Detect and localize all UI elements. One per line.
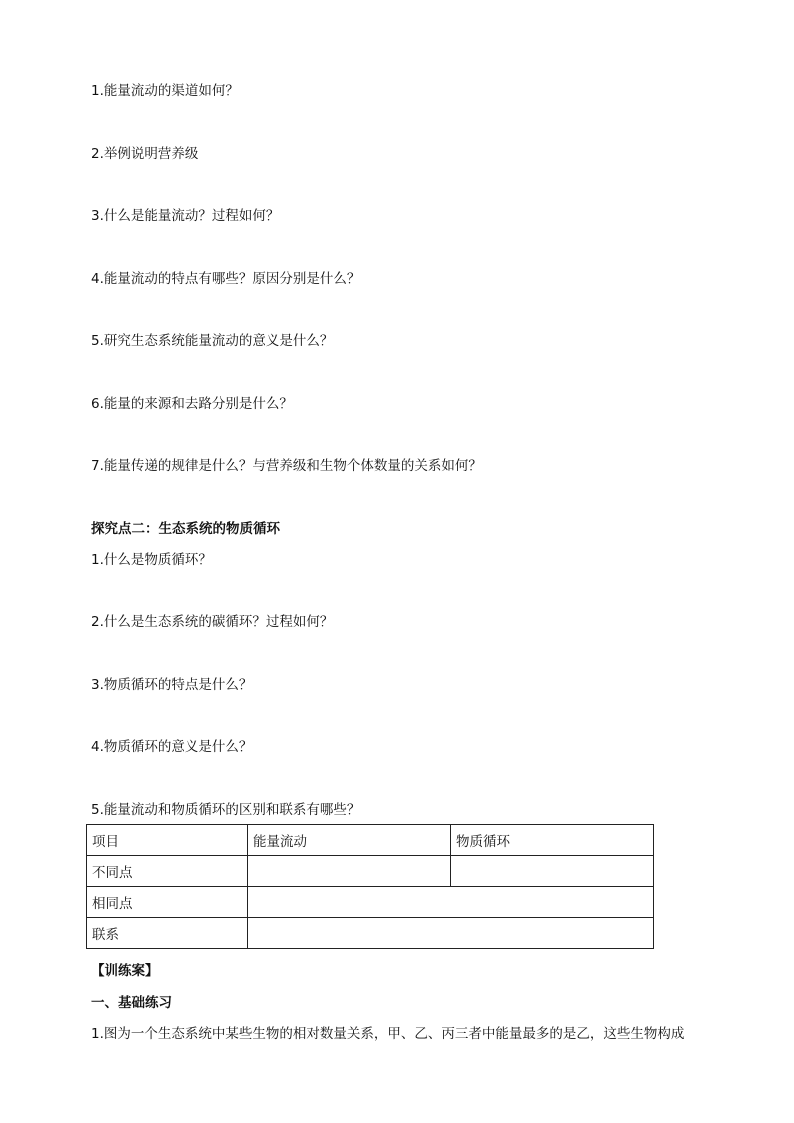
table-row	[87, 887, 654, 918]
question-6: 6.能量的来源和去路分别是什么？	[91, 396, 293, 412]
row-label: 不同点	[87, 856, 248, 887]
table-header-cell: 物质循环	[451, 825, 654, 856]
table-row	[87, 918, 654, 949]
basic-practice-title: 一、基础练习	[91, 995, 172, 1011]
table-header-cell: 能量流动	[248, 825, 451, 856]
row-label: 相同点	[87, 887, 248, 918]
table-header-row	[87, 825, 654, 856]
question-1: 1.能量流动的渠道如何？	[91, 83, 239, 99]
table-row	[87, 856, 654, 887]
question-2: 2.举例说明营养级	[91, 146, 199, 162]
row-label: 联系	[87, 918, 248, 949]
table-cell	[248, 918, 654, 949]
comparison-table	[86, 824, 654, 949]
section2-question-4: 4.物质循环的意义是什么？	[91, 739, 253, 755]
table-cell	[451, 856, 654, 887]
section2-question-5: 5.能量流动和物质循环的区别和联系有哪些？	[91, 802, 361, 818]
section2-question-2: 2.什么是生态系统的碳循环？过程如何？	[91, 614, 334, 630]
section-title: 探究点二：生态系统的物质循环	[91, 521, 280, 537]
table-header-cell: 项目	[87, 825, 248, 856]
training-title: 【训练案】	[91, 963, 159, 979]
table-cell	[248, 856, 451, 887]
question-5: 5.研究生态系统能量流动的意义是什么？	[91, 333, 334, 349]
question-7: 7.能量传递的规律是什么？与营养级和生物个体数量的关系如何？	[91, 458, 482, 474]
table-cell	[248, 887, 654, 918]
question-3: 3.什么是能量流动？过程如何？	[91, 208, 280, 224]
question-4: 4.能量流动的特点有哪些？原因分别是什么？	[91, 271, 361, 287]
section2-question-1: 1.什么是物质循环？	[91, 552, 212, 568]
practice-question-1: 1.图为一个生态系统中某些生物的相对数量关系，甲、乙、丙三者中能量最多的是乙，这些生物构成	[91, 1026, 685, 1042]
section2-question-3: 3.物质循环的特点是什么？	[91, 677, 253, 693]
